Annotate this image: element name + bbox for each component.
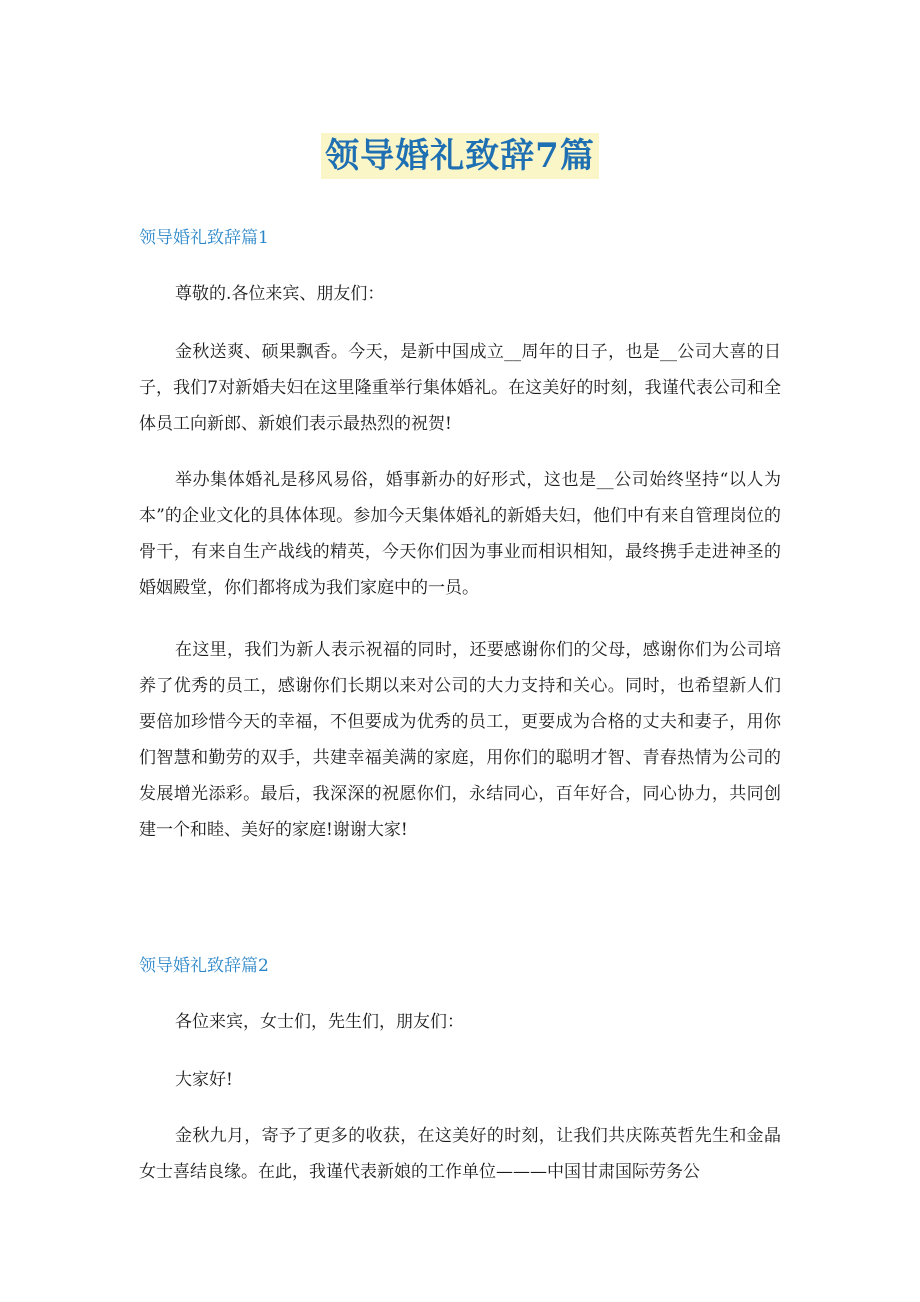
document-title: 领导婚礼致辞7篇 [321,133,599,179]
section-1-paragraph-4: 在这里，我们为新人表示祝福的同时，还要感谢你们的父母，感谢你们为公司培养了优秀的员工，感谢你们长期以来对公司的大力支持和关心。同时，也希望新人们要倍加珍惜今天的幸福，不但要成为优秀的员工，更要成为合格的丈夫和妻子，用你们智慧和勤劳的双手，共建幸福美满的家庭，用你们的聪明才智、青春热情为公司的发展增光添彩。最后，我深深的祝愿你们，永结同心，百年好合，同心协力，共同创建一个和睦、美好的家庭!谢谢大家! [139,640,781,840]
title-wrapper [0,133,920,179]
section-2-paragraph-2: 大家好! [175,1070,233,1090]
section-1-paragraph-1: 尊敬的.各位来宾、朋友们： [175,284,385,304]
section-1-paragraph-3: 举办集体婚礼是移风易俗，婚事新办的好形式，这也是__公司始终坚持“以人为本”的企业文化的具体体现。参加今天集体婚礼的新婚夫妇，他们中有来自管理岗位的骨干，有来自生产战线的精英，今天你们因为事业而相识相知，最终携手走进神圣的婚姻殿堂，你们都将成为我们家庭中的一员。 [139,470,781,598]
section-2-paragraph-1: 各位来宾，女士们，先生们，朋友们： [175,1012,464,1032]
section-1-paragraph-2: 金秋送爽、硕果飘香。今天，是新中国成立__周年的日子，也是__公司大喜的日子，我们7对新婚夫妇在这里隆重举行集体婚礼。在这美好的时刻，我谨代表公司和全体员工向新郎、新娘们表示最热烈的祝贺! [139,342,781,434]
section-2-paragraph-3: 金秋九月，寄予了更多的收获，在这美好的时刻，让我们共庆陈英哲先生和金晶女士喜结良缘。在此，我谨代表新娘的工作单位———中国甘肃国际劳务公 [139,1126,781,1182]
section-heading-1: 领导婚礼致辞篇1 [139,228,269,248]
section-heading-2: 领导婚礼致辞篇2 [139,956,269,976]
